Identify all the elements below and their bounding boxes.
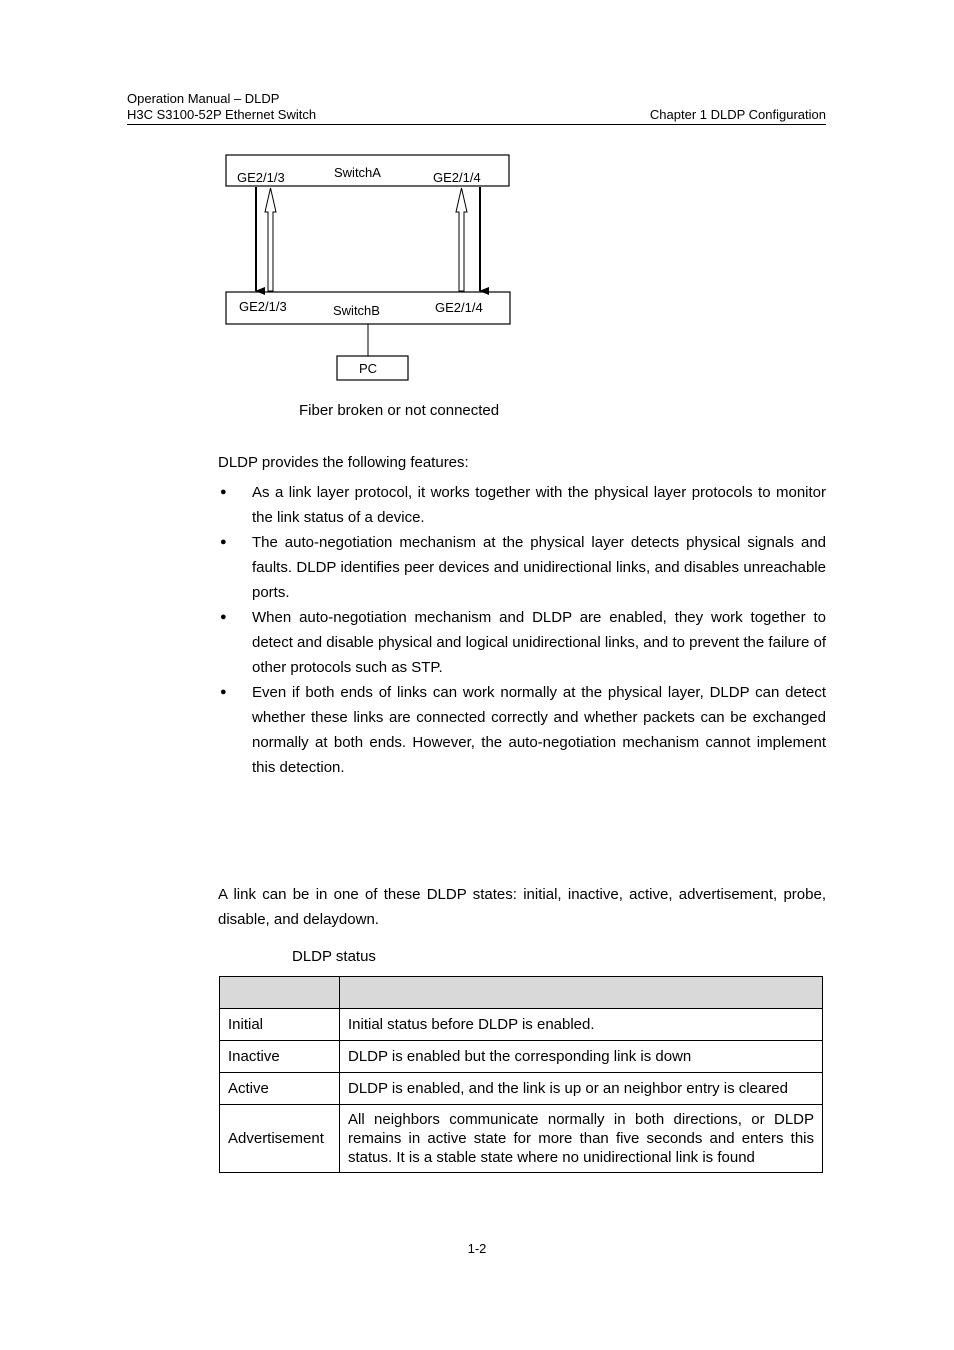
switch-a-port-left: GE2/1/3 (237, 170, 285, 185)
table-header-state (220, 977, 340, 1009)
list-item (218, 530, 826, 605)
table-header-description (340, 977, 823, 1009)
network-diagram (0, 0, 954, 400)
states-intro: A link can be in one of these DLDP states: initial, inactive, active, advertisement, probe, disable, and delaydown. (218, 886, 826, 928)
bullet-icon: ● (220, 611, 227, 623)
features-list (218, 480, 826, 780)
table-row (220, 1073, 823, 1105)
table-row (220, 1041, 823, 1073)
figure-caption: Fiber broken or not connected (299, 402, 500, 419)
pc-label: PC (359, 361, 378, 376)
manual-title: Operation Manual – DLDP (127, 91, 280, 106)
state-cell: Advertisement (220, 1105, 340, 1173)
link-b-to-a-right-hollow (456, 188, 467, 291)
description-cell: DLDP is enabled but the corresponding link is down (340, 1041, 823, 1073)
chapter-title: Chapter 1 DLDP Configuration (649, 107, 826, 122)
bullet-icon: ● (220, 686, 227, 698)
list-item (218, 680, 826, 780)
features-intro: DLDP provides the following features: (218, 454, 469, 471)
page-number: 1-2 (467, 1241, 487, 1256)
dldp-status-table (219, 976, 823, 1173)
list-item-text: The auto-negotiation mechanism at the physical layer detects physical signals and faults. DLDP identifies peer devices and unidirectional links, and disables unreachable ports. (252, 534, 826, 601)
list-item-text: When auto-negotiation mechanism and DLDP are enabled, they work together to detect and disable physical and logical unidirectional links, and to prevent the failure of other protocols such as STP. (252, 609, 826, 676)
description-cell: DLDP is enabled, and the link is up or an neighbor entry is cleared (340, 1073, 823, 1105)
state-cell: Inactive (220, 1041, 340, 1073)
bullet-icon: ● (220, 536, 227, 548)
state-cell: Active (220, 1073, 340, 1105)
state-cell: Initial (220, 1009, 340, 1041)
table-row (220, 1105, 823, 1173)
list-item-text: As a link layer protocol, it works together with the physical layer protocols to monitor the link status of a device. (252, 484, 826, 526)
switch-a-port-right: GE2/1/4 (433, 170, 481, 185)
table-row (220, 1009, 823, 1041)
list-item (218, 480, 826, 530)
list-item (218, 605, 826, 680)
link-b-to-a-left-hollow (265, 188, 276, 291)
description-cell: All neighbors communicate normally in both directions, or DLDP remains in active state for more than five seconds and enters this status. It is a stable state where no unidirectional link is found (340, 1105, 823, 1173)
bullet-icon: ● (220, 486, 227, 498)
switch-a-label: SwitchA (334, 165, 381, 180)
table-header-row (220, 977, 823, 1009)
product-name: H3C S3100-52P Ethernet Switch (127, 107, 317, 122)
switch-b-port-right: GE2/1/4 (435, 300, 483, 315)
table-caption: DLDP status (292, 948, 376, 965)
switch-b-label: SwitchB (333, 303, 380, 318)
description-cell: Initial status before DLDP is enabled. (340, 1009, 823, 1041)
switch-b-port-left: GE2/1/3 (239, 299, 287, 314)
list-item-text: Even if both ends of links can work normally at the physical layer, DLDP can detect whether these links are connected correctly and whether packets can be exchanged normally at both ends. However, the auto-negotiation mechanism cannot implement this detection. (252, 684, 826, 776)
